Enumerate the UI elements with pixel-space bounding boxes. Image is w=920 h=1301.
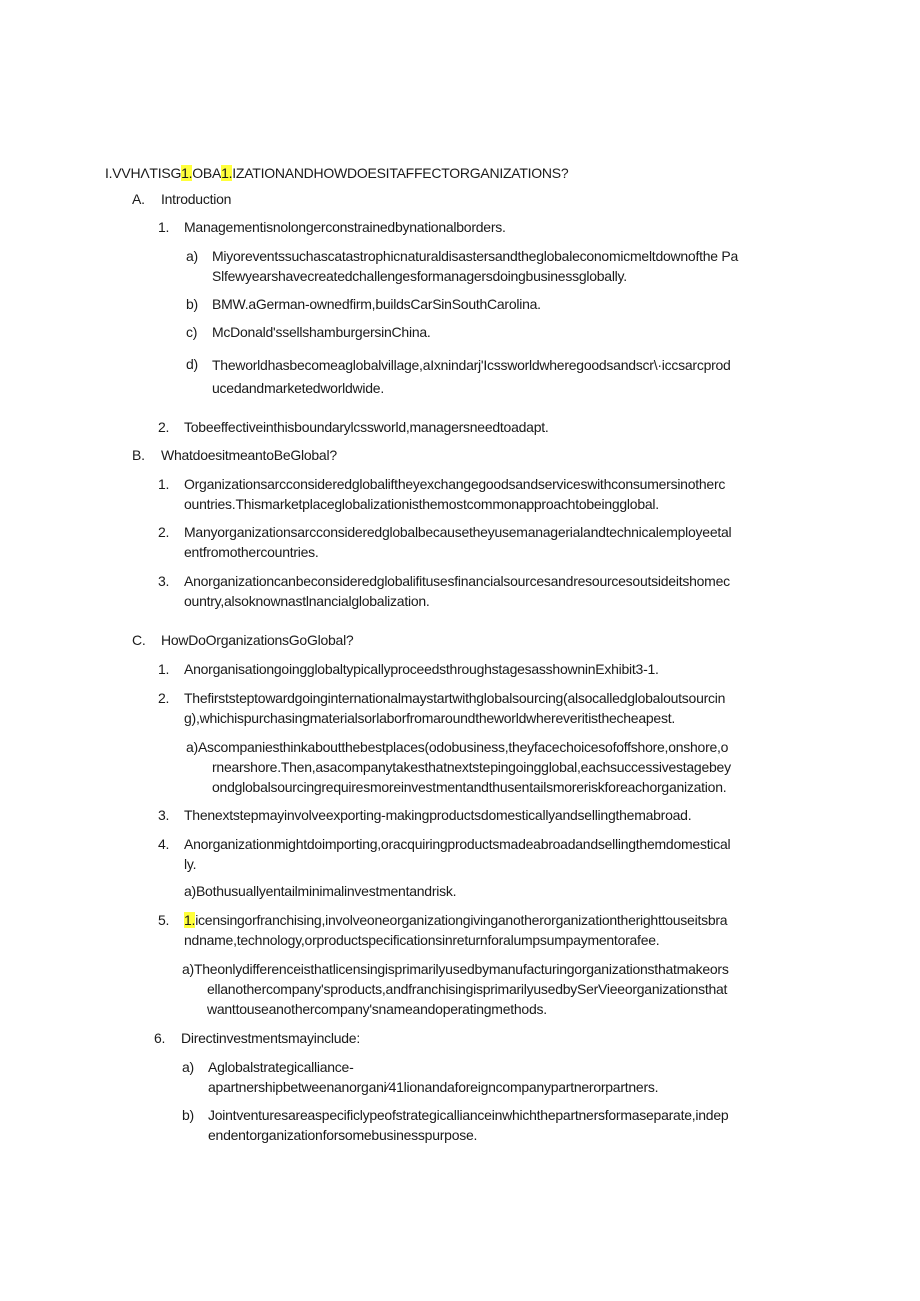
- item-number: 1.: [158, 476, 170, 492]
- section-title: [105, 165, 568, 181]
- section-heading-a: Introduction: [161, 191, 232, 207]
- text-highlight: 1.: [184, 912, 196, 928]
- title-text: OBA: [192, 165, 222, 181]
- item-number: 1.: [158, 219, 170, 235]
- section-heading-b: WhatdoesitmeantoBeGlobal?: [161, 447, 337, 463]
- subitem-text: McDonald'ssellshamburgersinChina.: [212, 324, 431, 340]
- item-number: 2.: [158, 690, 170, 706]
- subitem-text: Miyoreventssuchascatastrophicnaturaldisastersandtheglobaleconomicmeltdownofthe Pa Slfewyearshavecreatedchallengesformanagersdoingbusinessglobally.: [212, 248, 739, 284]
- subitem-label: a): [186, 248, 198, 264]
- section-label-a: A.: [132, 191, 145, 207]
- item-text: Tobeeffectiveinthisboundarylcssworld,managersneedtoadapt.: [184, 419, 549, 435]
- item-text: Anorganizationcanbeconsideredglobalifitusesfinancialsourcesandresourcesoutsideitshomec ountry,alsoknownastlnancialglobalization.: [184, 573, 730, 609]
- subitem-label: b): [186, 296, 198, 312]
- item-text: Thefirststeptowardgoinginternationalmaystartwithglobalsourcing(alsocalledglobaloutsourcin g),whichispurchasingmaterialsorlaborfromaroundtheworldwhereveritisthecheapest.: [184, 690, 726, 726]
- item-text: 1.icensingorfranchising,involveoneorganizationgivinganotherorganizationtherighttouseitsbra ndname,technology,orproductspecificationsinreturnforalumpsumpaymentorafee.: [184, 912, 728, 948]
- title-text: I.VVHΛTISG: [105, 165, 182, 181]
- title-highlight: 1.: [221, 165, 233, 181]
- item-number: 2.: [158, 524, 170, 540]
- item-text: Thenextstepmayinvolveexporting-makingproductsdomesticallyandsellingthemabroad.: [184, 807, 692, 823]
- subitem-text: Theworldhasbecomeaglobalvillage,aIxnindarj'Icssworldwheregoodsandscr\·iccsarcprod ucedandmarketedworldwide.: [212, 357, 731, 396]
- item-text: Organizationsarcconsideredglobaliftheyexchangegoodsandserviceswithconsumersinotherc ountries.Thismarketplaceglobalizationisthemostcommonapproachtobeingglobal.: [184, 476, 726, 512]
- item-text: Managementisnolongerconstrainedbynationalborders.: [184, 219, 506, 235]
- item-text: AnorganisationgoingglobaltypicallyproceedsthroughstagesasshowninExhibit3-1.: [184, 661, 659, 677]
- item-number: 3.: [158, 807, 170, 823]
- subitem-text: Aglobalstrategicalliance- apartnershipbetweenanorgani⁄41lionandaforeigncompanypartnerorpartners.: [208, 1059, 659, 1095]
- title-highlight: 1.: [181, 165, 193, 181]
- item-text: Manyorganizationsarcconsideredglobalbecausetheyusemanagerialandtechnicalemployeetal entfromothercountries.: [184, 524, 732, 560]
- item-number: 1.: [158, 661, 170, 677]
- subitem-text: BMW.aGerman-ownedfirm,buildsCarSinSouthCarolina.: [212, 296, 541, 312]
- subitem-label: b): [182, 1107, 194, 1123]
- subitem-text: a)Ascompaniesthinkaboutthebestplaces(odobusiness,theyfacechoicesofoffshore,onshore,o rnearshore.Then,asacompanytakesthatnextstepingoingglobal,eachsuccessivestagebey ondglobalsourcingrequiresmoreinvestmentandthusentailsmoreriskforeachorganization.: [186, 739, 731, 795]
- item-number: 6.: [154, 1030, 166, 1046]
- item-number: 4.: [158, 836, 170, 852]
- section-heading-c: HowDoOrganizationsGoGlobal?: [161, 632, 354, 648]
- title-text: IZATIONANDHOWDOESITAFFECTORGANIZATIONS?: [232, 165, 569, 181]
- item-text: Directinvestmentsmayinclude:: [181, 1030, 360, 1046]
- item-number: 3.: [158, 573, 170, 589]
- subitem-label: d): [186, 356, 198, 372]
- section-label-c: C.: [132, 632, 146, 648]
- subitem-text: a)Bothusuallyentailminimalinvestmentandrisk.: [184, 883, 457, 899]
- subitem-label: a): [182, 1059, 194, 1075]
- section-label-b: B.: [132, 447, 145, 463]
- item-number: 5.: [158, 912, 170, 928]
- item-number: 2.: [158, 419, 170, 435]
- item-text: Anorganizationmightdoimporting,oracquiringproductsmadeabroadandsellingthemdomestical ly.: [184, 836, 731, 872]
- subitem-text: Jointventuresareaspecificlypeofstrategicallianceinwhichthepartnersformaseparate,indep endentorganizationforsomebusinesspurpose.: [208, 1107, 729, 1143]
- subitem-text: a)Theonlydifferenceisthatlicensingisprimarilyusedbymanufacturingorganizationsthatmakeors ellanothercompany'sproducts,andfranchisingisprimarilyusedbySerVieeorganizationsthat wanttouseanothercompany'snameandoperatingmethods.: [182, 961, 729, 1017]
- subitem-label: c): [186, 324, 198, 340]
